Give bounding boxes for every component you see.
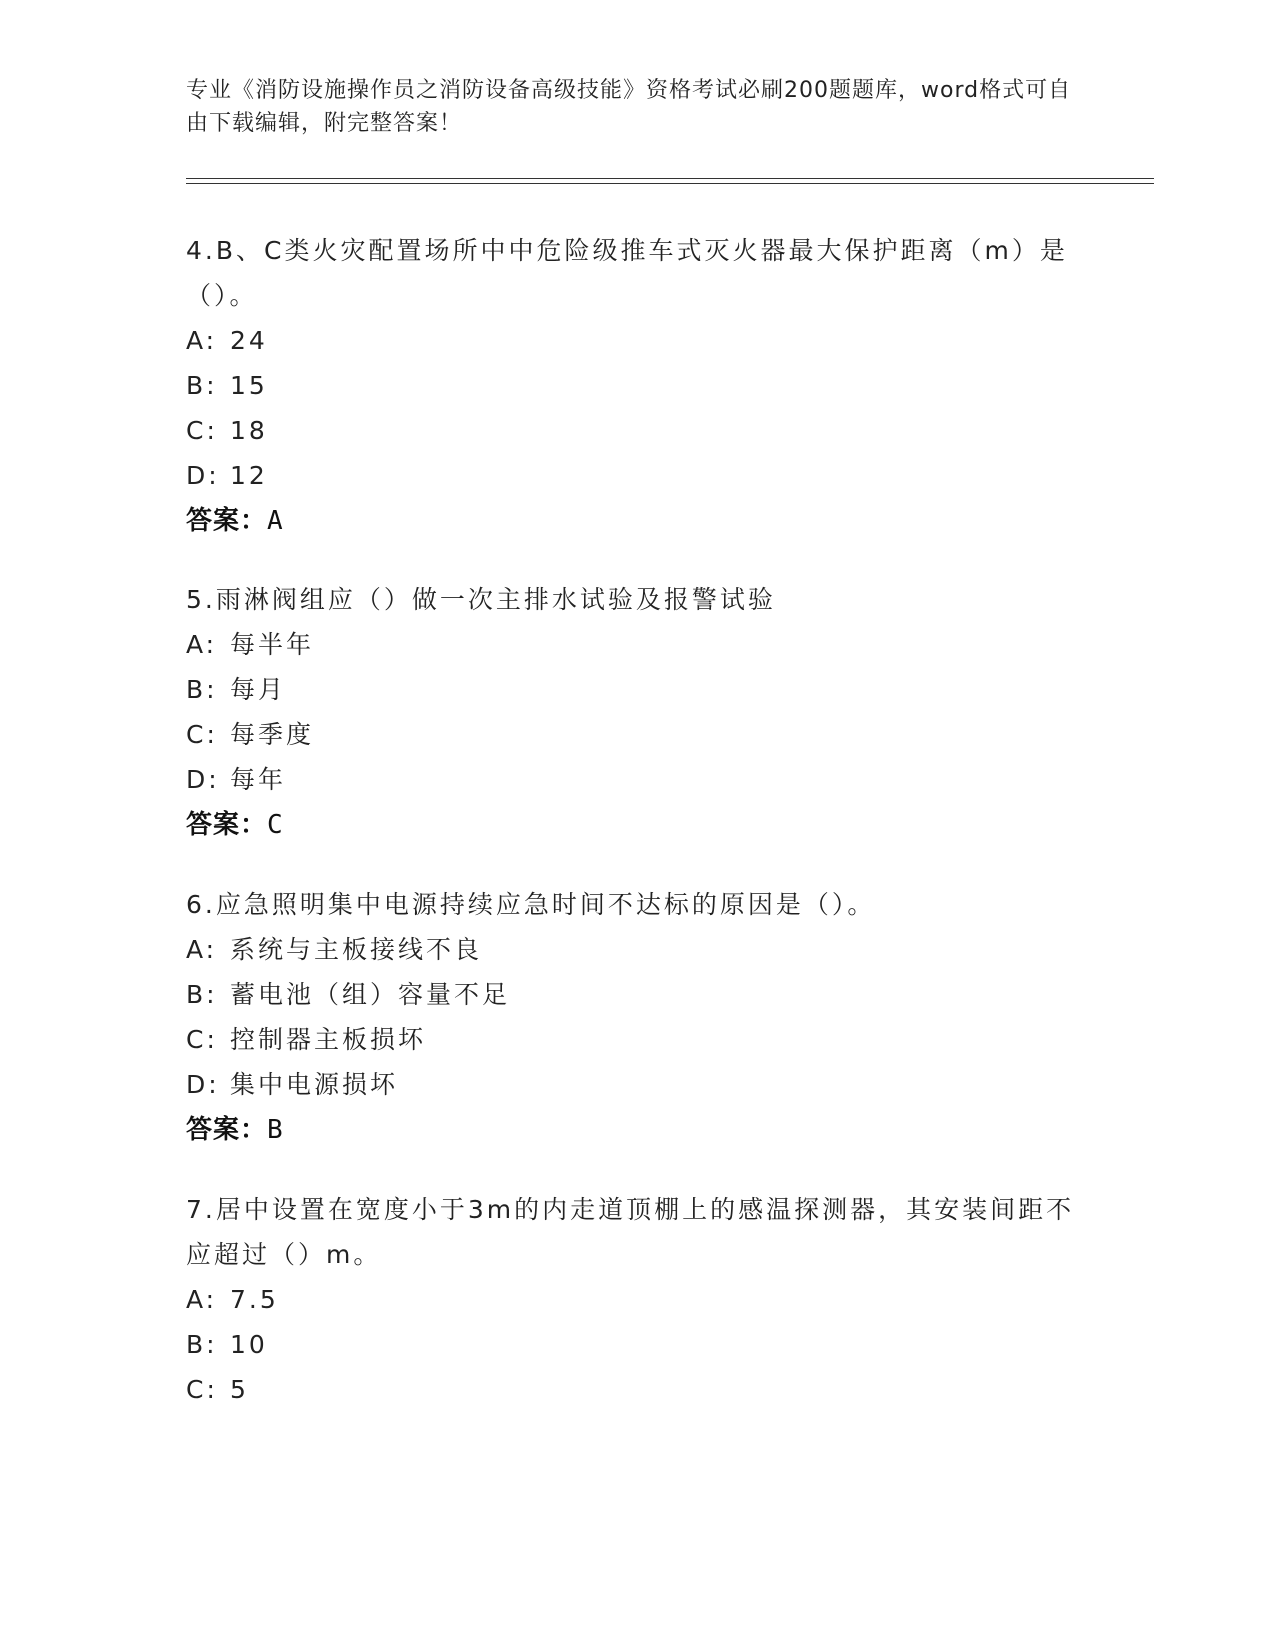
option-d (186, 757, 1086, 802)
header-divider-bottom (186, 183, 1154, 184)
option-a (186, 622, 1086, 667)
answer-label: 答案： (186, 810, 268, 840)
option-b (186, 972, 1086, 1017)
question-stem: 4.B、C类火灾配置场所中中危险级推车式灭火器最大保护距离（m）是（）。 (186, 236, 1068, 310)
option-key: A: (186, 935, 218, 964)
option-key: A: (186, 630, 218, 659)
answer-value: A (267, 506, 284, 536)
answer-line (186, 802, 1086, 848)
option-c (186, 1017, 1086, 1062)
question-stem: 5.雨淋阀组应（）做一次主排水试验及报警试验 (186, 585, 776, 614)
option-b (186, 667, 1086, 712)
answer-line (186, 498, 1086, 544)
option-key: B: (186, 675, 218, 704)
option-text: 每半年 (230, 630, 315, 659)
option-key: D: (186, 1070, 220, 1099)
option-key: B: (186, 980, 218, 1009)
option-key: C: (186, 1375, 218, 1404)
option-text: 集中电源损坏 (230, 1070, 399, 1099)
option-key: B: (186, 1330, 218, 1359)
option-text: 5 (230, 1375, 249, 1404)
question-6 (186, 882, 1086, 1153)
answer-value: B (267, 1115, 284, 1145)
option-b (186, 1322, 1086, 1367)
answer-label: 答案： (186, 1115, 268, 1145)
answer-label: 答案： (186, 506, 268, 536)
option-key: B: (186, 371, 218, 400)
option-text: 12 (230, 461, 268, 490)
option-key: D: (186, 461, 220, 490)
option-text: 7.5 (230, 1285, 279, 1314)
option-c (186, 408, 1086, 453)
option-text: 每年 (230, 765, 287, 794)
option-key: A: (186, 1285, 218, 1314)
option-text: 24 (230, 326, 268, 355)
option-text: 18 (230, 416, 268, 445)
document-header: 专业《消防设施操作员之消防设备高级技能》资格考试必刷200题题库，word格式可自由下载编辑，附完整答案！ (186, 78, 1072, 136)
option-key: D: (186, 765, 220, 794)
option-c (186, 1367, 1086, 1412)
option-text: 每季度 (230, 720, 315, 749)
option-d (186, 453, 1086, 498)
option-a (186, 318, 1086, 363)
option-text: 系统与主板接线不良 (230, 935, 483, 964)
option-text: 15 (230, 371, 268, 400)
option-text: 蓄电池（组）容量不足 (230, 980, 511, 1009)
question-7 (186, 1187, 1086, 1412)
answer-value: C (267, 810, 284, 840)
option-text: 控制器主板损坏 (230, 1025, 427, 1054)
option-key: A: (186, 326, 218, 355)
question-stem: 7.居中设置在宽度小于3m的内走道顶棚上的感温探测器，其安装间距不应超过（）m。 (186, 1195, 1075, 1269)
option-a (186, 927, 1086, 972)
option-key: C: (186, 720, 218, 749)
option-a (186, 1277, 1086, 1322)
question-stem: 6.应急照明集中电源持续应急时间不达标的原因是（）。 (186, 890, 876, 919)
option-c (186, 712, 1086, 757)
option-b (186, 363, 1086, 408)
option-text: 每月 (230, 675, 287, 704)
header-divider-top (186, 178, 1154, 179)
question-4 (186, 228, 1086, 544)
answer-line (186, 1107, 1086, 1153)
option-key: C: (186, 1025, 218, 1054)
question-5 (186, 577, 1086, 848)
option-text: 10 (230, 1330, 268, 1359)
option-d (186, 1062, 1086, 1107)
option-key: C: (186, 416, 218, 445)
